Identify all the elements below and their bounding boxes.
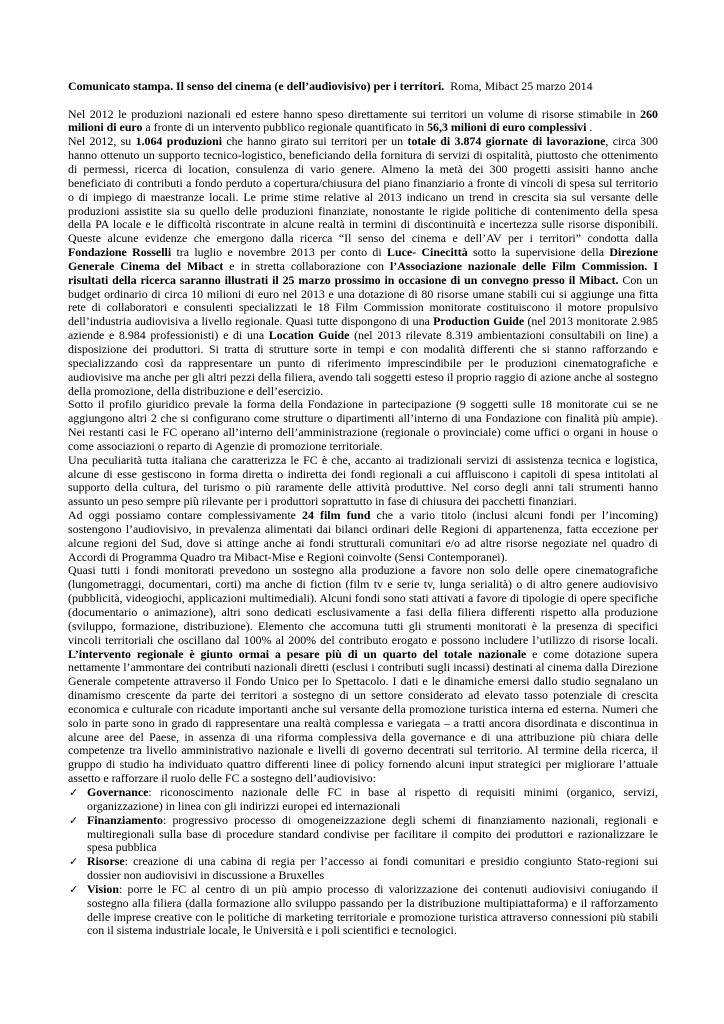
check-icon: ✓ — [69, 882, 79, 896]
paragraph-4: Una peculiarità tutta italiana che caratterizza le FC è che, accanto ai tradizionali servizi di assistenza tecnica e logistica, alcune di esse gestiscono in forma diretta o indiretta dei fondi regionali a cui affluiscono i capitoli di spesa intitolati al supporto della cultura, del turismo o più raramente delle attività produttive. Nel corso degli anni tali strumenti hanno assunto un peso sempre più rilevante per i produttori soprattutto in fase di chiusura dei pacchetti finanziari. — [68, 452, 658, 509]
press-release-document — [68, 80, 658, 938]
list-item: ✓ Risorse: creazione di una cabina di regia per l’accesso ai fondi comunitari e presidio congiunto Stato-regioni sui dossier non audiovisivi in discussione a Bruxelles — [69, 854, 658, 883]
document-header — [68, 80, 658, 94]
paragraph-2: Nel 2012, su 1.064 produzioni che hanno girato sui territori per un totale di 3.874 giornate di lavorazione, circa 300 hanno ottenuto un supporto tecnico-logistico, beneficiando della fornitura di servizi di ospitalità, piuttosto che ottenimento di permessi, ricerca di location, consulenza di vario genere. Almeno la metà dei 300 progetti assisiti hanno anche beneficiato di contributi a fondo perduto a copertura/chiusura del piano finanziario a fronte di vincoli di spesa sul territorio o di impiego di maestranze locali. Le prime stime relative al 2013 indicano un trend in crescita sia sul versante delle produzioni assistite sia su quello delle produzioni finanziate, nonostante le rigide politiche di contenimento della spesa della PA locale e le difficoltà riscontrate in alcune realtà in termini di discontinuità e incertezza sulle risorse disponibili. Queste alcune evidenze che emergono dalla ricerca “Il senso del cinema e dell’AV per i territori” condotta dalla Fondazione Rosselli tra luglio e novembre 2013 per conto di Luce- Cinecittà sotto la supervisione della Direzione Generale Cinema del Mibact e in stretta collaborazione con l’Associazione nazionale delle Film Commission. I risultati della ricerca saranno illustrati il 25 marzo prossimo in occasione di un convegno presso il Mibact. Con un budget ordinario di circa 10 milioni di euro nel 2013 e una dotazione di 80 risorse umane stabili cui si aggiunge una fitta rete di collaboratori e consulenti specializzati le 18 Film Commission monitorate costituiscono il motore propulsivo dell’industria audiovisiva a livello regionale. Quasi tutte dispongono di una Production Guide (nel 2013 monitorate 2.985 aziende e 8.984 professionisti) e di una Location Guide (nel 2013 rilevate 8.319 ambientazioni consultabili on line) a disposizione dei produttori. Si tratta di strutture sorte in tempi e con modalità differenti che si stanno rafforzando e specializzando così da rappresentare un punto di riferimento imprescindibile per le produzioni cinematografiche e audiovisive ma anche per gli altri pezzi della filiera, avendo tali soggetti esteso il proprio raggio di azione anche al sostegno della promozione, della distribuzione e dell’esercizio. — [68, 134, 658, 398]
paragraph-3: Sotto il profilo giuridico prevale la forma della Fondazione in partecipazione (9 soggetti sulle 18 monitorate cui se ne aggiungono altri 2 che si configurano come strutture o dipartimenti all’interno di una Fondazione con finalità più ampie). Nei restanti casi le FC operano all’interno dell’amministrazione (regionale o provinciale) come uffici o organi in house o come associazioni o reparto di Agenzie di promozione territoriale. — [68, 397, 658, 453]
paragraph-1: Nel 2012 le produzioni nazionali ed estere hanno speso direttamente sui territori un volume di risorse stimabile in 260 milioni di euro a fronte di un intervento pubblico regionale quantificato in 56,3 milioni di euro complessivi . — [68, 106, 658, 135]
paragraph-5: Ad oggi possiamo contare complessivamente 24 film fund che a vario titolo (inclusi alcuni fondi per l’incoming) sostengono l’audiovisivo, in prevalenza alimentati dai bilanci ordinari delle Regioni di appartenenza, fatta eccezione per alcune regioni del Sud, dove si attinge anche ai fondi strutturali comunitari e/o ad altre risorse negoziate nel quadro di Accordi di Programma Quadro tra Mibact-Mise e Regioni coinvolte (Sensi Contemporanei). — [68, 508, 658, 564]
document-dateline: Roma, Mibact 25 marzo 2014 — [450, 79, 593, 93]
policy-list — [68, 786, 658, 938]
document-title: Comunicato stampa. Il senso del cinema (e dell’audiovisivo) per i territori. — [68, 79, 445, 93]
list-item: ✓ Vision: porre le FC al centro di un più ampio processo di valorizzazione dei contenuti audiovisivi coniugando il sostegno alla filiera (dalla formazione allo sviluppo passando per la distribuzione multipiattaforma) e il rafforzamento delle imprese creative con le politiche di marketing territoriale e promozione turistica attraverso connessioni più stabili con il sistema industriale locale, le Università e i poli scientifici e tecnologici. — [69, 881, 658, 938]
list-item: ✓ Governance: riconoscimento nazionale delle FC in base al rispetto di requisiti minimi (organico, servizi, organizzazione) in linea con gli indirizzi europei ed internazionali — [69, 784, 658, 813]
check-icon: ✓ — [69, 813, 79, 827]
paragraph-6: Quasi tutti i fondi monitorati prevedono un sostegno alla produzione a favore non solo delle opere cinematografiche (lungometraggi, documentari, corti) ma anche di fiction (film tv e serie tv, lunga serialità) o di altro genere audiovisivo (pubblicità, videogiochi, applicazioni multimediali). Alcuni fondi sono stati attivati a favore di tipologie di opere specifiche (documentario o animazione), altri sono dedicati esclusivamente a fasi della filiera differenti rispetto alla produzione (sviluppo, formazione, distribuzione). Elemento che accomuna tutti gli strumenti monitorati è la presenza di specifici vincoli territoriali che oscillano dal 100% al 200% del contributo erogato e possono includere l’utilizzo di risorse locali. L’intervento regionale è giunto ormai a pesare più di un quarto del totale nazionale e come dotazione supera nettamente l’ammontare dei contributi nazionali diretti (esclusi i contributi sugli incassi) destinati al cinema dalla Direzione Generale competente attraverso il Fondo Unico per lo Spettacolo. I dati e le dinamiche emersi dallo studio segnalano un dinamismo crescente da parte dei territori a sostegno di un settore considerato ad elevato tasso potenziale di crescita economica e culturale con ricadute importanti anche sul versante della promozione turistica interna ed esterna. Numeri che solo in parte sono in grado di rappresentare una realtà complessa e variegata – a tratti ancora disordinata e discontinua in alcune aree del Paese, in assenza di una riforma complessiva della governance e di una attribuzione più chiara delle competenze tra livello amministrativo nazionale e livelli di governo decentrati sul territorio. Al termine della ricerca, il gruppo di studio ha individuato quattro differenti linee di policy fornendo alcuni input strategici per migliorare l’attuale assetto e rafforzare il ruolo delle FC a sostegno dell’audiovisivo: — [68, 563, 658, 786]
check-icon: ✓ — [69, 785, 79, 799]
check-icon: ✓ — [69, 855, 79, 869]
list-item: ✓ Finanziamento: progressivo processo di omogeneizzazione degli schemi di finanziamento nazionali, regionali e multiregionali sulla base di procedure standard condivise per facilitare il compito dei produttori e razionalizzare le spesa pubblica — [69, 812, 658, 855]
